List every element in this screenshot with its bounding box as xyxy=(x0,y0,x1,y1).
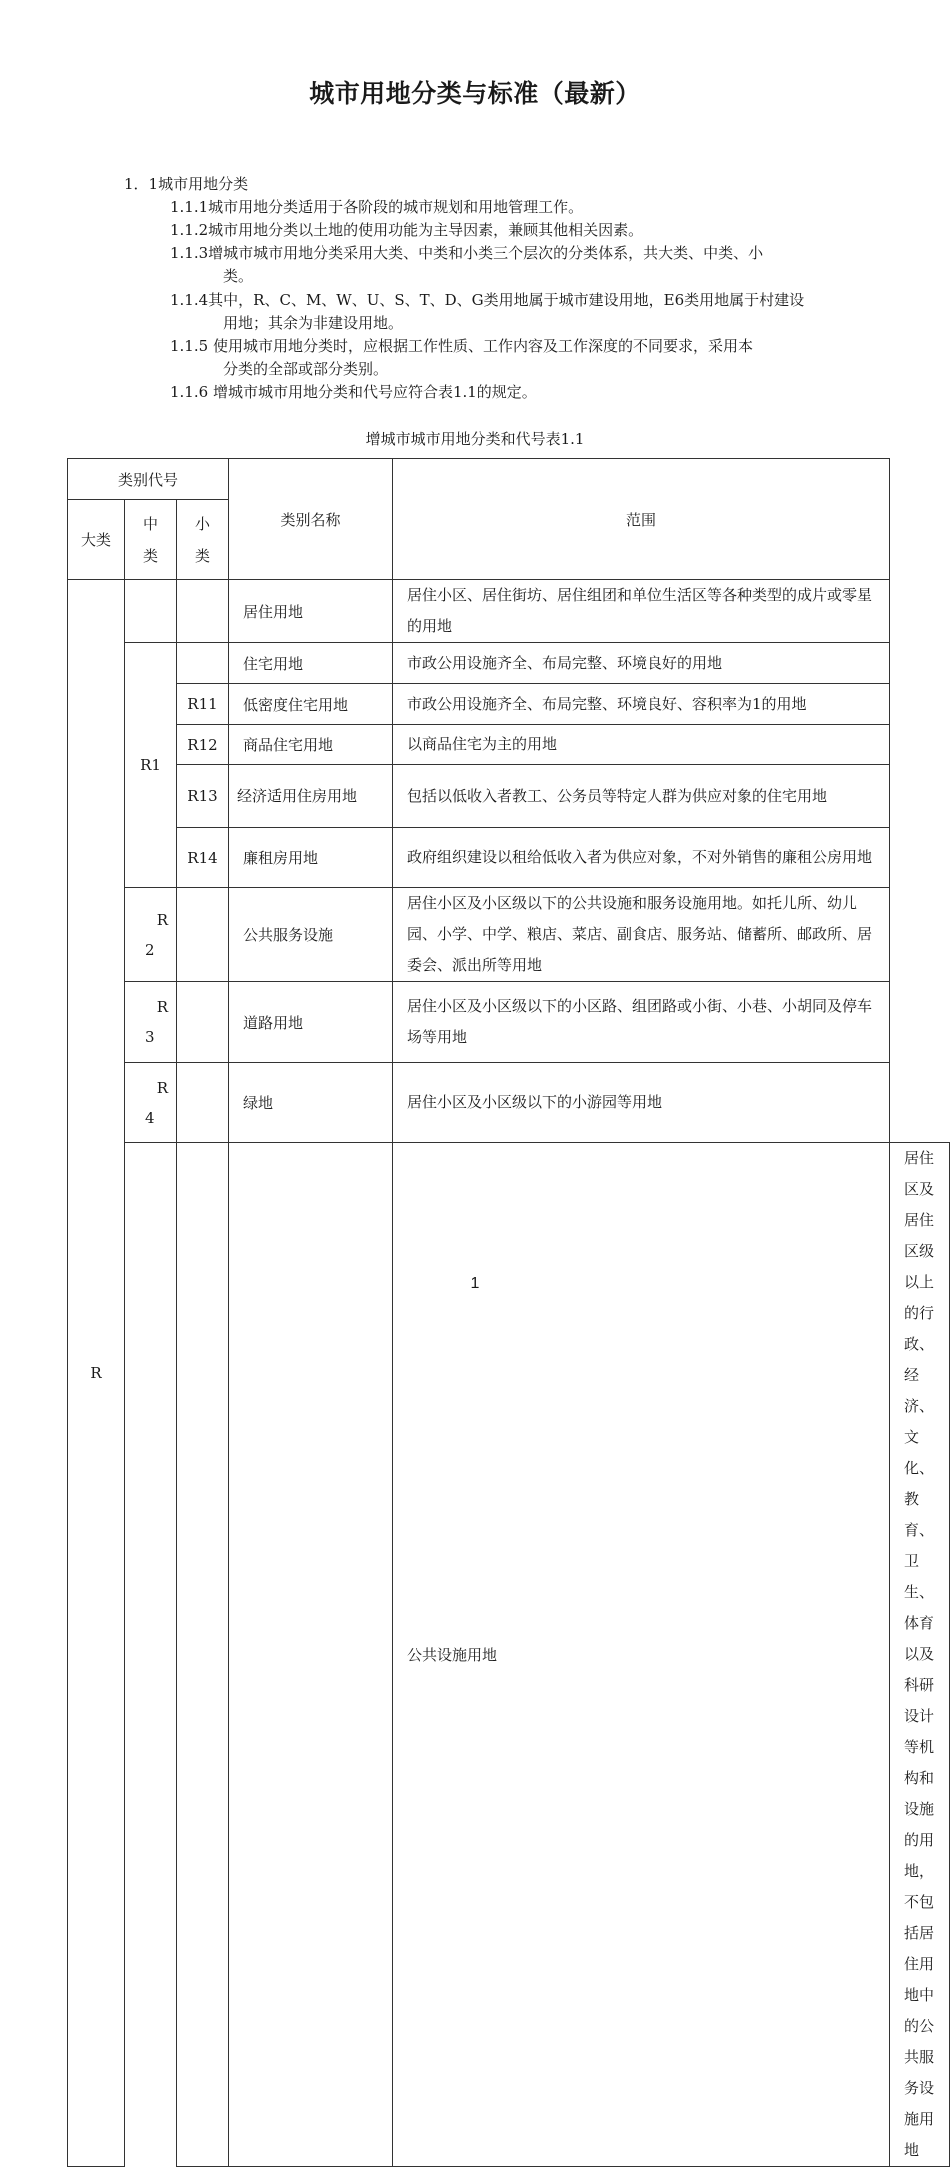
clause-1-1-3-continuation: 类。 xyxy=(223,267,254,285)
category-name: 住宅用地 xyxy=(229,643,393,684)
table-row-r3 xyxy=(68,982,950,1063)
minor-code-r12: R12 xyxy=(177,725,229,765)
category-range: 居住区及居住区级以上的行政、经济、文化、教育、卫生、体育以及科研设计等机构和设施的用地，不包括居住用地中的公共服务设施用地 xyxy=(890,1143,950,2167)
category-range: 市政公用设施齐全、布局完整、环境良好、容积率为1的用地 xyxy=(393,684,890,725)
middle-code-letter: R xyxy=(156,910,168,929)
empty-cell xyxy=(125,1143,177,2167)
empty-cell xyxy=(177,1063,229,1143)
middle-code-letter: R xyxy=(156,1078,168,1097)
section-heading: 1．1城市用地分类 xyxy=(124,175,249,193)
category-name: 居住用地 xyxy=(229,580,393,643)
middle-code-digit: 4 xyxy=(145,1108,155,1127)
header-major: 大类 xyxy=(68,500,125,580)
clause-number: 1.1.5 xyxy=(170,337,209,355)
table-row-c xyxy=(68,1143,950,2167)
document-title: 城市用地分类与标准（最新） xyxy=(309,79,641,108)
minor-code-r13: R13 xyxy=(177,765,229,828)
table-row-r xyxy=(68,580,950,643)
clause-number: 1.1.1 xyxy=(170,198,209,216)
category-name: 经济适用住房用地 xyxy=(229,765,393,828)
middle-code-r2 xyxy=(125,888,177,982)
category-name: 廉租房用地 xyxy=(229,828,393,888)
category-range: 居住小区及小区级以下的公共设施和服务设施用地。如托儿所、幼儿园、小学、中学、粮店、菜店、副食店、服务站、储蓄所、邮政所、居委会、派出所等用地 xyxy=(393,888,890,982)
category-range: 市政公用设施齐全、布局完整、环境良好的用地 xyxy=(393,643,890,684)
table-row-r2 xyxy=(68,888,950,982)
category-range: 居住小区及小区级以下的小游园等用地 xyxy=(393,1063,890,1143)
table-row-r14 xyxy=(68,828,950,888)
category-range: 居住小区、居住街坊、居住组团和单位生活区等各种类型的成片或零星的用地 xyxy=(393,580,890,643)
empty-cell xyxy=(229,1143,393,2167)
clause-text: 使用城市用地分类时，应根据工作性质、工作内容及工作深度的不同要求，采用本 xyxy=(208,337,753,355)
category-range: 居住小区及小区级以下的小区路、组团路或小街、小巷、小胡同及停车场等用地 xyxy=(393,982,890,1063)
category-range: 以商品住宅为主的用地 xyxy=(393,725,890,765)
middle-code-r3 xyxy=(125,982,177,1063)
clause-number: 1.1.4 xyxy=(170,291,209,309)
table-row-r11 xyxy=(68,684,950,725)
header-minor-line2: 类 xyxy=(194,546,210,565)
header-name: 类别名称 xyxy=(229,459,393,580)
clause-text: 增城市城市用地分类采用大类、中类和小类三个层次的分类体系，共大类、中类、小 xyxy=(208,244,764,262)
empty-cell xyxy=(177,888,229,982)
header-minor xyxy=(177,500,229,580)
category-name: 公共服务设施 xyxy=(229,888,393,982)
major-code-r: R xyxy=(68,580,125,2167)
clause-text: 城市用地分类适用于各阶段的城市规划和用地管理工作。 xyxy=(208,198,584,216)
empty-cell xyxy=(177,643,229,684)
header-code: 类别代号 xyxy=(68,459,229,500)
category-name: 低密度住宅用地 xyxy=(229,684,393,725)
category-range: 政府组织建设以租给低收入者为供应对象，不对外销售的廉租公房用地 xyxy=(393,828,890,888)
minor-code-r14: R14 xyxy=(177,828,229,888)
middle-code-digit: 3 xyxy=(145,1028,155,1046)
middle-code-r1: R1 xyxy=(125,643,177,888)
category-name: 商品住宅用地 xyxy=(229,725,393,765)
empty-cell xyxy=(177,982,229,1063)
header-range: 范围 xyxy=(393,459,890,580)
category-name: 绿地 xyxy=(229,1063,393,1143)
clause-number: 1.1.3 xyxy=(170,244,209,262)
table-row-r1 xyxy=(68,643,950,684)
clause-1-1-5-continuation: 分类的全部或部分类别。 xyxy=(223,360,389,378)
category-name: 道路用地 xyxy=(229,982,393,1063)
header-minor-line1: 小 xyxy=(194,514,210,533)
table-header-row xyxy=(68,459,950,500)
empty-cell xyxy=(177,1143,229,2167)
clause-1-1-6 xyxy=(170,381,537,404)
empty-cell xyxy=(125,580,177,643)
clause-text: 其中，R、C、M、W、U、S、T、D、G类用地属于城市建设用地，E6类用地属于村建设 xyxy=(208,291,805,309)
minor-code-r11: R11 xyxy=(177,684,229,725)
middle-code-digit: 2 xyxy=(145,940,155,959)
table-row-r13 xyxy=(68,765,950,828)
header-middle-line2: 类 xyxy=(142,546,158,565)
clause-1-1-3 xyxy=(170,242,763,265)
category-range: 包括以低收入者教工、公务员等特定人群为供应对象的住宅用地 xyxy=(393,765,890,828)
clause-number: 1.1.2 xyxy=(170,221,209,239)
clause-text: 增城市城市用地分类和代号应符合表1.1的规定。 xyxy=(208,383,537,401)
land-use-classification-table xyxy=(67,458,950,2167)
empty-cell xyxy=(177,580,229,643)
clause-1-1-4 xyxy=(170,289,804,312)
clause-1-1-1 xyxy=(170,196,583,219)
clause-1-1-5 xyxy=(170,335,753,358)
header-middle xyxy=(125,500,177,580)
page-number: 1 xyxy=(470,1275,480,1292)
header-middle-line1: 中 xyxy=(142,514,158,533)
table-row-r4 xyxy=(68,1063,950,1143)
middle-code-letter: R xyxy=(156,998,168,1016)
table-row-r12 xyxy=(68,725,950,765)
clause-1-1-2 xyxy=(170,219,643,242)
clause-text: 城市用地分类以土地的使用功能为主导因素，兼顾其他相关因素。 xyxy=(208,221,644,239)
clause-1-1-4-continuation: 用地；其余为非建设用地。 xyxy=(223,314,404,332)
clause-number: 1.1.6 xyxy=(170,383,209,401)
table-caption: 增城市城市用地分类和代号表1.1 xyxy=(365,430,585,448)
middle-code-r4 xyxy=(125,1063,177,1143)
category-name: 公共设施用地 xyxy=(393,1143,890,2167)
